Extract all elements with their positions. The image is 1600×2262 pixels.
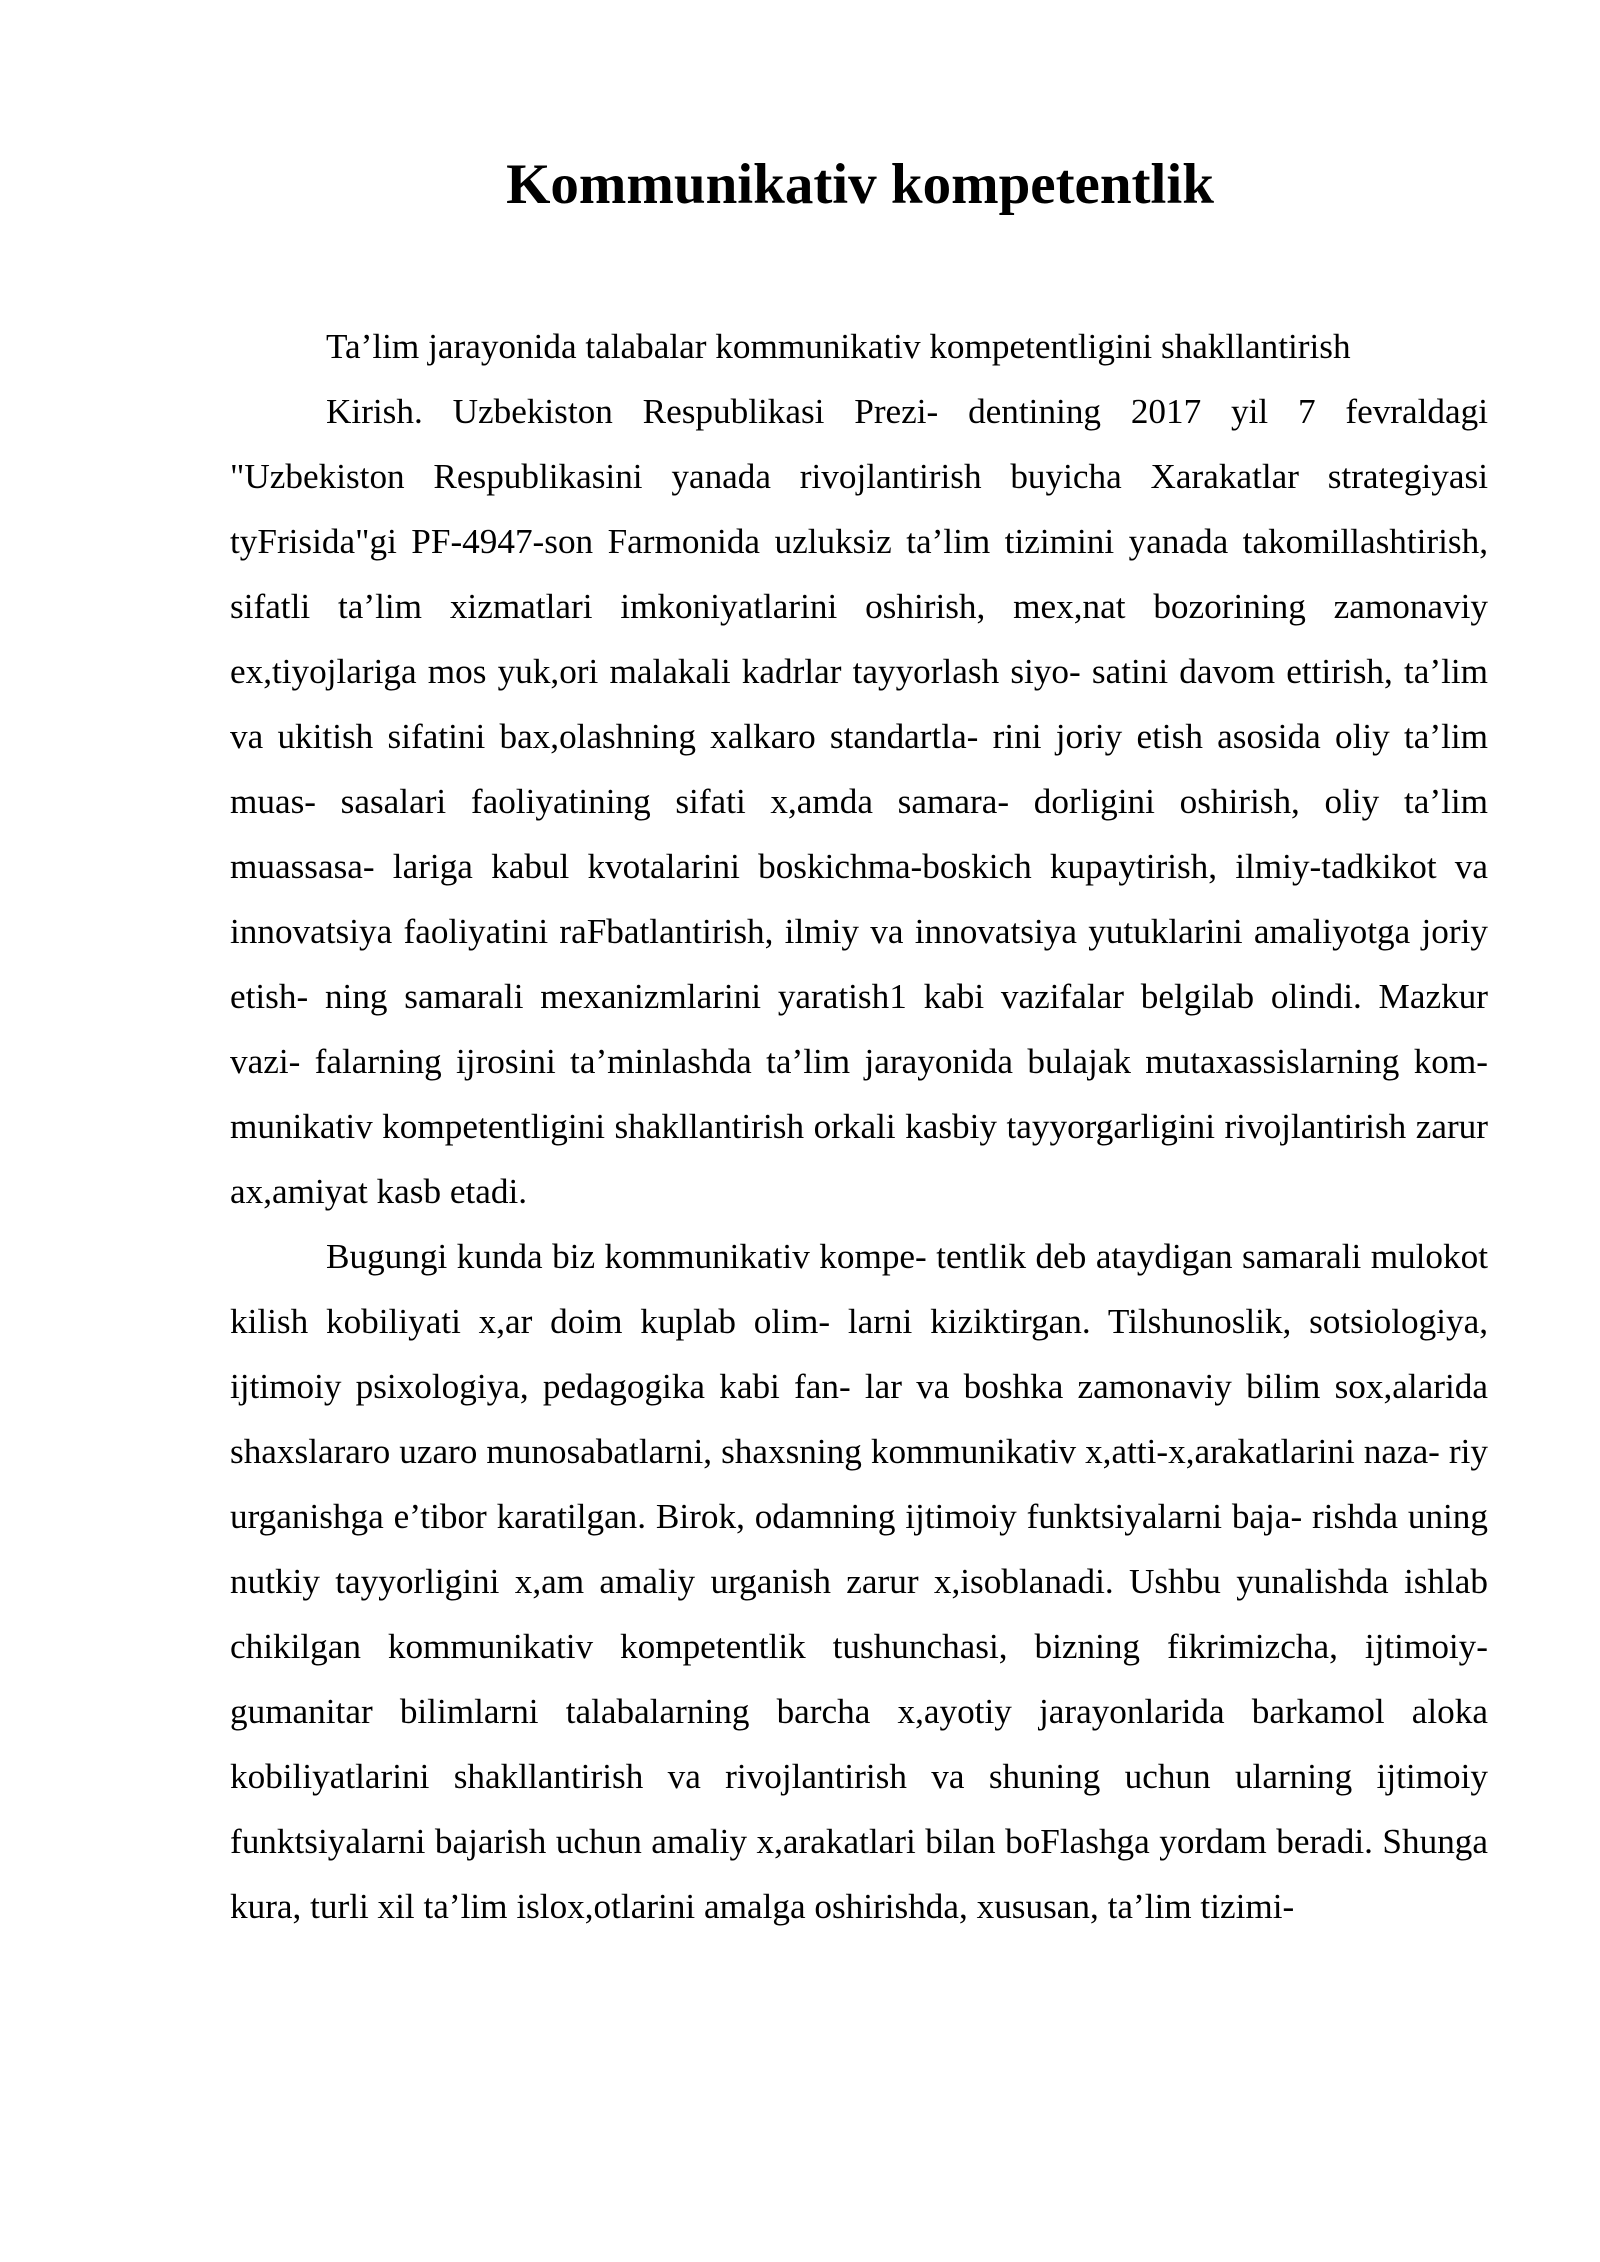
intro-paragraph: Kirish. Uzbekiston Respublikasi Prezi- dentining 2017 yil 7 fevraldagi "Uzbekiston Respublikasini yanada rivojlantirish buyicha Xarakatlar strategiyasi tyFrisida"gi PF-4947-son Farmonida uzluksiz ta’lim tizimini yanada takomillashtirish, sifatli ta’lim xizmatlari imkoniyatlarini oshirish, mex,nat bozorining zamonaviy ex,tiyojlariga mos yuk,ori malakali kadrlar tayyorlash siyo- satini davom ettirish, ta’lim va ukitish sifatini bax,olashning xalkaro standartla- rini joriy etish asosida oliy ta’lim muas- sasalari faoliyatining sifati x,amda samara- dorligini oshirish, oliy ta’lim muassasa- lariga kabul kvotalarini boskichma-boskich kupaytirish, ilmiy-tadkikot va innovatsiya faoliyatini raFbatlantirish, ilmiy va innovatsiya yutuklarini amaliyotga joriy etish- ning samarali mexanizmlarini yaratish1 kabi vazifalar belgilab olindi. Mazkur vazi- falarning ijrosini ta’minlashda ta’lim jarayonida bulajak mutaxassislarning kom- munikativ kompetentligini shakllantirish orkali kasbiy tayyorgarligini rivojlantirish zarur ax,amiyat kasb etadi. (230, 392, 1488, 1211)
document-title: Kommunikativ kompetentlik (506, 153, 1214, 216)
document-body (230, 314, 1488, 1939)
body-paragraph: Bugungi kunda biz kommunikativ kompe- tentlik deb ataydigan samarali mulokot kilish kobiliyati x,ar doim kuplab olim- larni kiziktirgan. Tilshunoslik, sotsiologiya, ijtimoiy psixologiya, pedagogika kabi fan- lar va boshka zamonaviy bilim sox,alarida shaxslararo uzaro munosabatlarni, shaxsning kommunikativ x,atti-x,arakatlarini naza- riy urganishga e’tibor karatilgan. Birok, odamning ijtimoiy funktsiyalarni baja- rishda uning nutkiy tayyorligini x,am amaliy urganish zarur x,isoblanadi. Ushbu yunalishda ishlab chikilgan kommunikativ kompetentlik tushunchasi, bizning fikrimizcha, ijtimoiy- gumanitar bilimlarni talabalarning barcha x,ayotiy jarayonlarida barkamol aloka kobiliyatlarini shakllantirish va rivojlantirish va shuning uchun ularning ijtimoiy funktsiyalarni bajarish uchun amaliy x,arakatlari bilan boFlashga yordam beradi. Shunga kura, turli xil ta’lim islox,otlarini amalga oshirishda, xususan, ta’lim tizimi- (230, 1237, 1488, 1926)
subtitle-paragraph: Ta’lim jarayonida talabalar kommunikativ kompetentligini shakllantirish (326, 327, 1351, 366)
